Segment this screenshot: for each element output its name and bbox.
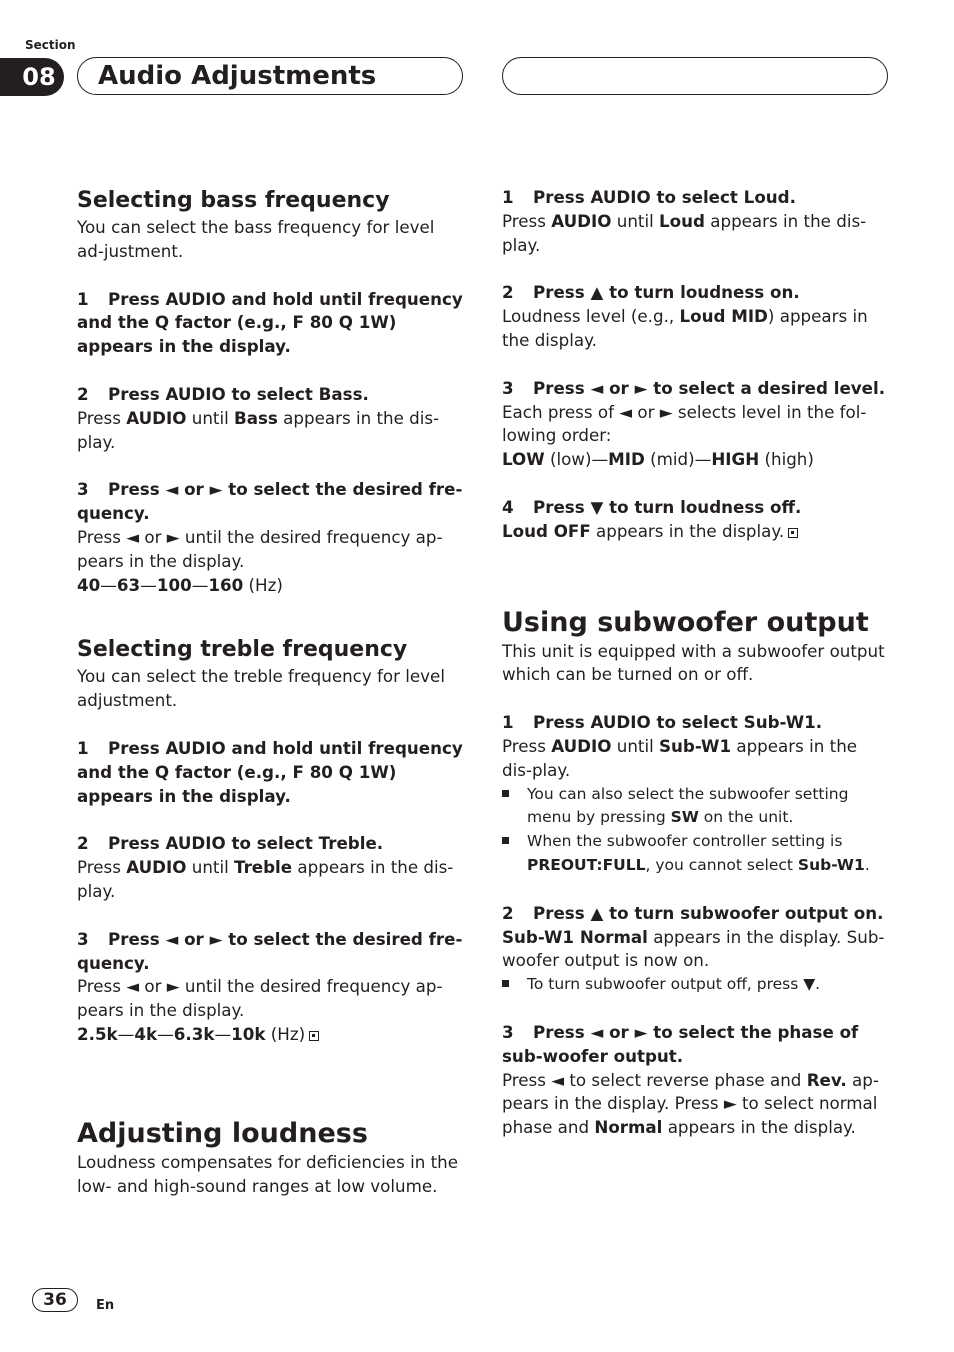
sub-note-3: To turn subwoofer output off, press ▼. bbox=[502, 973, 890, 997]
sub-note-2: When the subwoofer controller setting is PREOUT:FULL, you cannot select Sub-W1. bbox=[502, 830, 890, 878]
bass-step-2: 2 Press AUDIO to select Bass. bbox=[77, 383, 369, 404]
bullet-icon bbox=[502, 790, 509, 797]
treble-heading: Selecting treble frequency bbox=[77, 637, 408, 663]
sub-step-2: 2 Press ▲ to turn subwoofer output on. bbox=[502, 902, 884, 923]
language-code: En bbox=[96, 1298, 115, 1313]
loud-step-3: 3 Press ◄ or ► to select a desired level. bbox=[502, 377, 886, 398]
treble-frequency-list: 2.5k—4k—6.3k—10k (Hz) bbox=[77, 1023, 465, 1047]
loud-step-4-body: Loud OFF appears in the display. bbox=[502, 520, 890, 544]
subwoofer-intro: This unit is equipped with a subwoofer output which can be turned on or off. bbox=[502, 640, 885, 685]
bass-frequency-list: 40—63—100—160 (Hz) bbox=[77, 574, 283, 595]
bullet-icon bbox=[502, 980, 509, 987]
loudness-intro: Loudness compensates for deficiencies in the low- and high-sound ranges at low volume. bbox=[77, 1151, 458, 1196]
bass-step-3: 3 Press ◄ or ► to select the desired fre-quency. bbox=[77, 479, 463, 524]
treble-step-2-body: Press AUDIO until Treble appears in the dis-play. bbox=[77, 857, 454, 901]
treble-intro: You can select the treble frequency for level adjustment. bbox=[77, 666, 445, 711]
left-column bbox=[77, 186, 465, 1198]
sub-note-1: You can also select the subwoofer setting menu by pressing SW on the unit. bbox=[502, 783, 890, 831]
page-number: 36 bbox=[32, 1288, 78, 1312]
treble-step-2: 2 Press AUDIO to select Treble. bbox=[77, 833, 384, 854]
section-number-tab: 08 bbox=[0, 58, 64, 96]
bass-step-2-body: Press AUDIO until Bass appears in the dis-play. bbox=[77, 407, 440, 452]
loud-step-3-body: Each press of ◄ or ► selects level in the fol-lowing order: bbox=[502, 401, 867, 446]
section-label: Section bbox=[25, 38, 76, 52]
treble-step-3-body: Press ◄ or ► until the desired frequency ap-pears in the display. bbox=[77, 976, 443, 1021]
bass-step-1: 1 Press AUDIO and hold until frequency and the Q factor (e.g., F 80 Q 1W) appears in the display. bbox=[77, 288, 463, 357]
treble-step-1: 1 Press AUDIO and hold until frequency and the Q factor (e.g., F 80 Q 1W) appears in the display. bbox=[77, 737, 463, 806]
bass-heading: Selecting bass frequency bbox=[77, 188, 390, 213]
sub-step-1: 1 Press AUDIO to select Sub-W1. bbox=[502, 712, 823, 733]
loud-step-2: 2 Press ▲ to turn loudness on. bbox=[502, 282, 800, 303]
end-of-section-icon bbox=[309, 1031, 319, 1041]
empty-header-frame bbox=[502, 57, 888, 95]
bullet-icon bbox=[502, 837, 509, 844]
right-column bbox=[502, 186, 890, 1140]
loud-step-1: 1 Press AUDIO to select Loud. bbox=[502, 187, 796, 207]
loud-step-1-body: Press AUDIO until Loud appears in the dis-play. bbox=[502, 210, 867, 255]
page-title: Audio Adjustments bbox=[98, 61, 377, 91]
subwoofer-heading: Using subwoofer output bbox=[502, 606, 869, 638]
bass-intro: You can select the bass frequency for level ad-justment. bbox=[77, 217, 435, 261]
end-of-section-icon bbox=[788, 528, 798, 538]
treble-step-3: 3 Press ◄ or ► to select the desired fre-quency. bbox=[77, 928, 463, 973]
loud-step-4: 4 Press ▼ to turn loudness off. bbox=[502, 496, 802, 517]
sub-step-1-body: Press AUDIO until Sub-W1 appears in the dis-play. bbox=[502, 735, 858, 780]
loud-step-2-body: Loudness level (e.g., Loud MID) appears in the display. bbox=[502, 306, 868, 350]
sub-step-2-body: Sub-W1 Normal appears in the display. Sub-woofer output is now on. bbox=[502, 926, 885, 971]
sub-step-3-body: Press ◄ to select reverse phase and Rev. ap-pears in the display. Press ► to select normal phase and Normal appears in the display. bbox=[502, 1069, 879, 1138]
loudness-heading: Adjusting loudness bbox=[77, 1117, 368, 1149]
loud-level-order: LOW (low)—MID (mid)—HIGH (high) bbox=[502, 449, 814, 470]
sub-step-3: 3 Press ◄ or ► to select the phase of sub-woofer output. bbox=[502, 1021, 859, 1066]
bass-step-3-body: Press ◄ or ► until the desired frequency ap-pears in the display. bbox=[77, 526, 443, 571]
